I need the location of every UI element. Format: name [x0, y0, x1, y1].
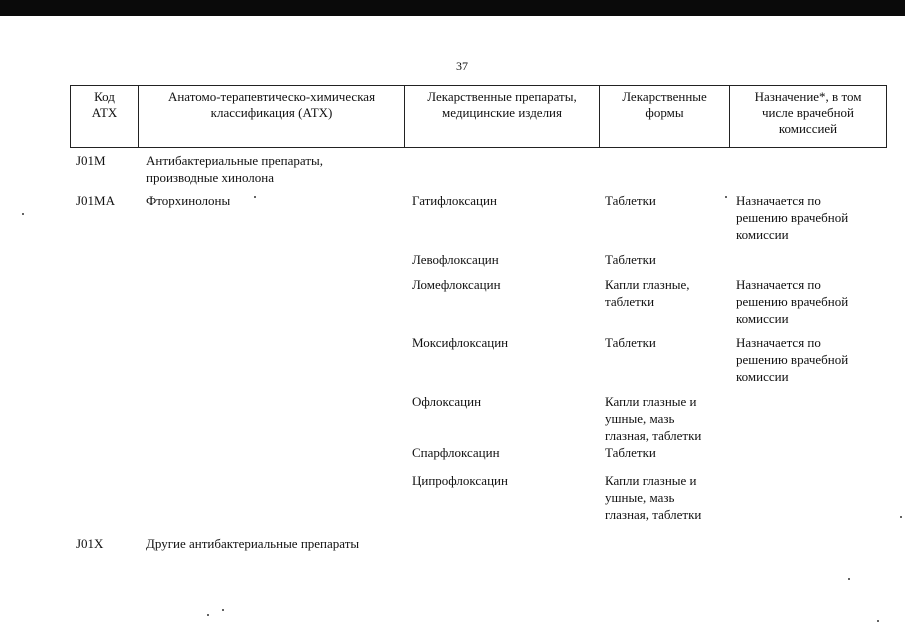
form-levofloxacin: Таблетки: [605, 252, 656, 267]
row-code-j01ma: J01MA: [76, 193, 116, 208]
form-lomefloxacin: Капли глазные, таблетки: [605, 277, 690, 309]
scan-speck: [207, 614, 209, 616]
drug-ciprofloxacin: Ципрофлоксацин: [412, 473, 508, 488]
table-header: [70, 85, 887, 148]
row-code-j01x: J01X: [76, 536, 104, 551]
page-number: 37: [456, 59, 468, 73]
drug-ofloxacin: Офлоксацин: [412, 394, 482, 409]
purpose-moxifloxacin: Назначается по решению врачебной комиссии: [736, 335, 849, 384]
header-code: Код АТХ: [91, 89, 118, 120]
drug-gatifloxacin: Гатифлоксацин: [412, 193, 497, 208]
row-class-j01x: Другие антибактериальные препараты: [146, 536, 360, 551]
row-class-j01ma: Фторхинолоны: [146, 193, 231, 208]
form-sparfloxacin: Таблетки: [605, 445, 656, 460]
purpose-gatifloxacin: Назначается по решению врачебной комиссии: [736, 193, 849, 242]
scan-speck: [22, 213, 24, 215]
form-gatifloxacin: Таблетки: [605, 193, 656, 208]
form-moxifloxacin: Таблетки: [605, 335, 656, 350]
scan-speck: [877, 620, 879, 622]
drug-sparfloxacin: Спарфлоксацин: [412, 445, 500, 460]
scan-speck: [725, 196, 727, 198]
form-ofloxacin: Капли глазные и ушные, мазь глазная, таблетки: [605, 394, 702, 443]
row-class-j01m: Антибактериальные препараты, производные хинолона: [146, 153, 323, 185]
scan-speck: [848, 578, 850, 580]
drug-levofloxacin: Левофлоксацин: [412, 252, 499, 267]
purpose-lomefloxacin: Назначается по решению врачебной комиссии: [736, 277, 849, 326]
scan-top-border: [0, 0, 905, 16]
scan-speck: [222, 609, 224, 611]
scan-speck: [900, 516, 902, 518]
header-drugs: Лекарственные препараты, медицинские изделия: [427, 89, 577, 120]
drug-moxifloxacin: Моксифлоксацин: [412, 335, 509, 350]
header-forms: Лекарственные формы: [622, 89, 707, 120]
drug-lomefloxacin: Ломефлоксацин: [412, 277, 501, 292]
row-code-j01m: J01M: [76, 153, 106, 168]
header-classification: Анатомо-терапевтическо-химическая классификация (АТХ): [167, 89, 376, 120]
header-purpose: Назначение*, в том числе врачебной комиссией: [754, 89, 862, 136]
scan-speck: [254, 196, 256, 198]
form-ciprofloxacin: Капли глазные и ушные, мазь глазная, таблетки: [605, 473, 702, 522]
